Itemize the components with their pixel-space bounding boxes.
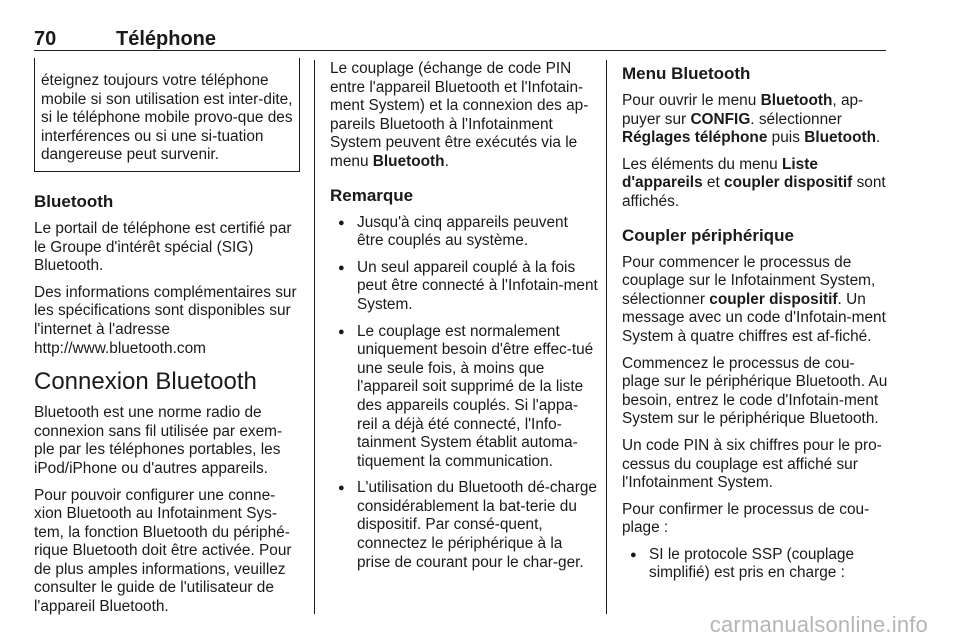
list-item: ● Jusqu'à cinq appareils peuvent être couplés au système. xyxy=(330,214,598,251)
text-span: Le couplage (échange de code PIN entre l'appareil Bluetooth et l'Infotain-ment System) et la connexion des ap-pareils Bluetooth à l'Infotainment System peuvent être exécutés via le menu xyxy=(330,60,589,170)
remarque-list xyxy=(330,214,598,573)
text-span: Les éléments du menu xyxy=(622,155,782,173)
paragraph: Un code PIN à six chiffres pour le pro-cessus du couplage est affiché sur l'Infotainment System. xyxy=(622,436,882,492)
text-span: . xyxy=(876,129,881,147)
bluetooth-heading: Bluetooth xyxy=(34,191,114,211)
list-item: ● L'utilisation du Bluetooth dé-charge considérablement la bat-terie du dispositif. Par consé-quent, connectez le périphérique à la prise de courant pour le char-ger. xyxy=(330,479,598,572)
text-span: Pour commencer le processus de couplage sur le Infotainment System, sélectionner xyxy=(622,253,876,308)
menu-term: Bluetooth xyxy=(372,152,445,170)
menu-term: CONFIG xyxy=(690,110,751,128)
text-span: . xyxy=(444,152,449,170)
menu-term: Réglages téléphone xyxy=(622,129,768,147)
menu-term: coupler dispositif xyxy=(724,174,853,192)
menu-term: Bluetooth xyxy=(804,129,877,147)
page-number: 70 xyxy=(34,28,57,50)
watermark-text: carmanualsonline.info xyxy=(709,612,928,637)
page-header xyxy=(34,28,886,52)
column-divider-1 xyxy=(314,60,315,614)
warning-text: éteignez toujours votre téléphone mobile si son utilisation est inter-dite, si le téléphone mobile provo-que des interférences ou si une si-tuation dangereuse peut survenir. xyxy=(41,72,293,164)
header-divider xyxy=(34,50,886,51)
paragraph: Commencez le processus de cou-plage sur le périphérique Bluetooth. Au besoin, entrez le code d'Infotain-ment System sur le périphérique Bluetooth. xyxy=(622,354,888,428)
paragraph: Bluetooth est une norme radio de connexion sans fil utilisée par exem-ple par les téléphones portables, les iPod/iPhone ou d'autres appareils. xyxy=(34,404,283,477)
text-span: , ap-puyer sur xyxy=(622,92,864,128)
menu-term: Liste d'appareils xyxy=(622,155,818,192)
connexion-bluetooth-heading: Connexion Bluetooth xyxy=(34,368,257,396)
column-1 xyxy=(34,60,300,625)
remarque-heading: Remarque xyxy=(330,185,414,205)
text-span: . Un message avec un code d'Infotain-ment System à quatre chiffres est af-fiché. xyxy=(622,290,886,345)
ssp-list xyxy=(622,546,888,583)
paragraph xyxy=(622,156,888,212)
paragraph xyxy=(330,60,598,172)
menu-term: coupler dispositif xyxy=(709,290,838,308)
paragraph: Pour pouvoir configurer une conne-xion Bluetooth au Infotainment Sys-tem, la fonction Bluetooth du périphé-rique Bluetooth doit être activée. Pour de plus amples informations, veuillez consulter le guide de l'utilisateur de l'appareil Bluetooth. xyxy=(34,486,292,616)
coupler-peripherique-heading: Coupler périphérique xyxy=(622,225,794,245)
text-span: . sélectionner xyxy=(750,110,842,128)
text-span: puis xyxy=(767,129,805,147)
paragraph xyxy=(622,254,888,347)
text-span: et xyxy=(702,174,725,192)
list-item: ● SI le protocole SSP (couplage simplifié) est pris en charge : xyxy=(622,546,888,583)
page-title: Téléphone xyxy=(116,28,217,50)
menu-term: Bluetooth xyxy=(760,92,833,109)
paragraph: Des informations complémentaires sur les spécifications sont disponibles sur l'internet à l'adresse http://www.bluetooth.com xyxy=(34,283,297,357)
paragraph: Le portail de téléphone est certifié par le Groupe d'intérêt spécial (SIG) Bluetooth. xyxy=(34,219,292,275)
column-2 xyxy=(330,60,598,580)
menu-bluetooth-heading: Menu Bluetooth xyxy=(622,64,751,83)
warning-box xyxy=(34,58,300,172)
column-divider-2 xyxy=(606,60,607,614)
text-span: Pour ouvrir le menu xyxy=(622,92,761,109)
paragraph xyxy=(622,92,888,148)
text-span: sont affichés. xyxy=(622,174,886,210)
list-item: ● Le couplage est normalement uniquement besoin d'être effec-tué une seule fois, à moins que l'appareil soit supprimé de la liste des appareils couplés. Si l'appa-reil a déjà été connecté, l'Info-tainment System établit automa-tiquement la communication. xyxy=(330,323,598,472)
paragraph: Pour confirmer le processus de cou-plage : xyxy=(622,500,870,537)
list-item: ● Un seul appareil couplé à la fois peut être connecté à l'Infotain-ment System. xyxy=(330,259,598,315)
column-3 xyxy=(622,60,888,591)
